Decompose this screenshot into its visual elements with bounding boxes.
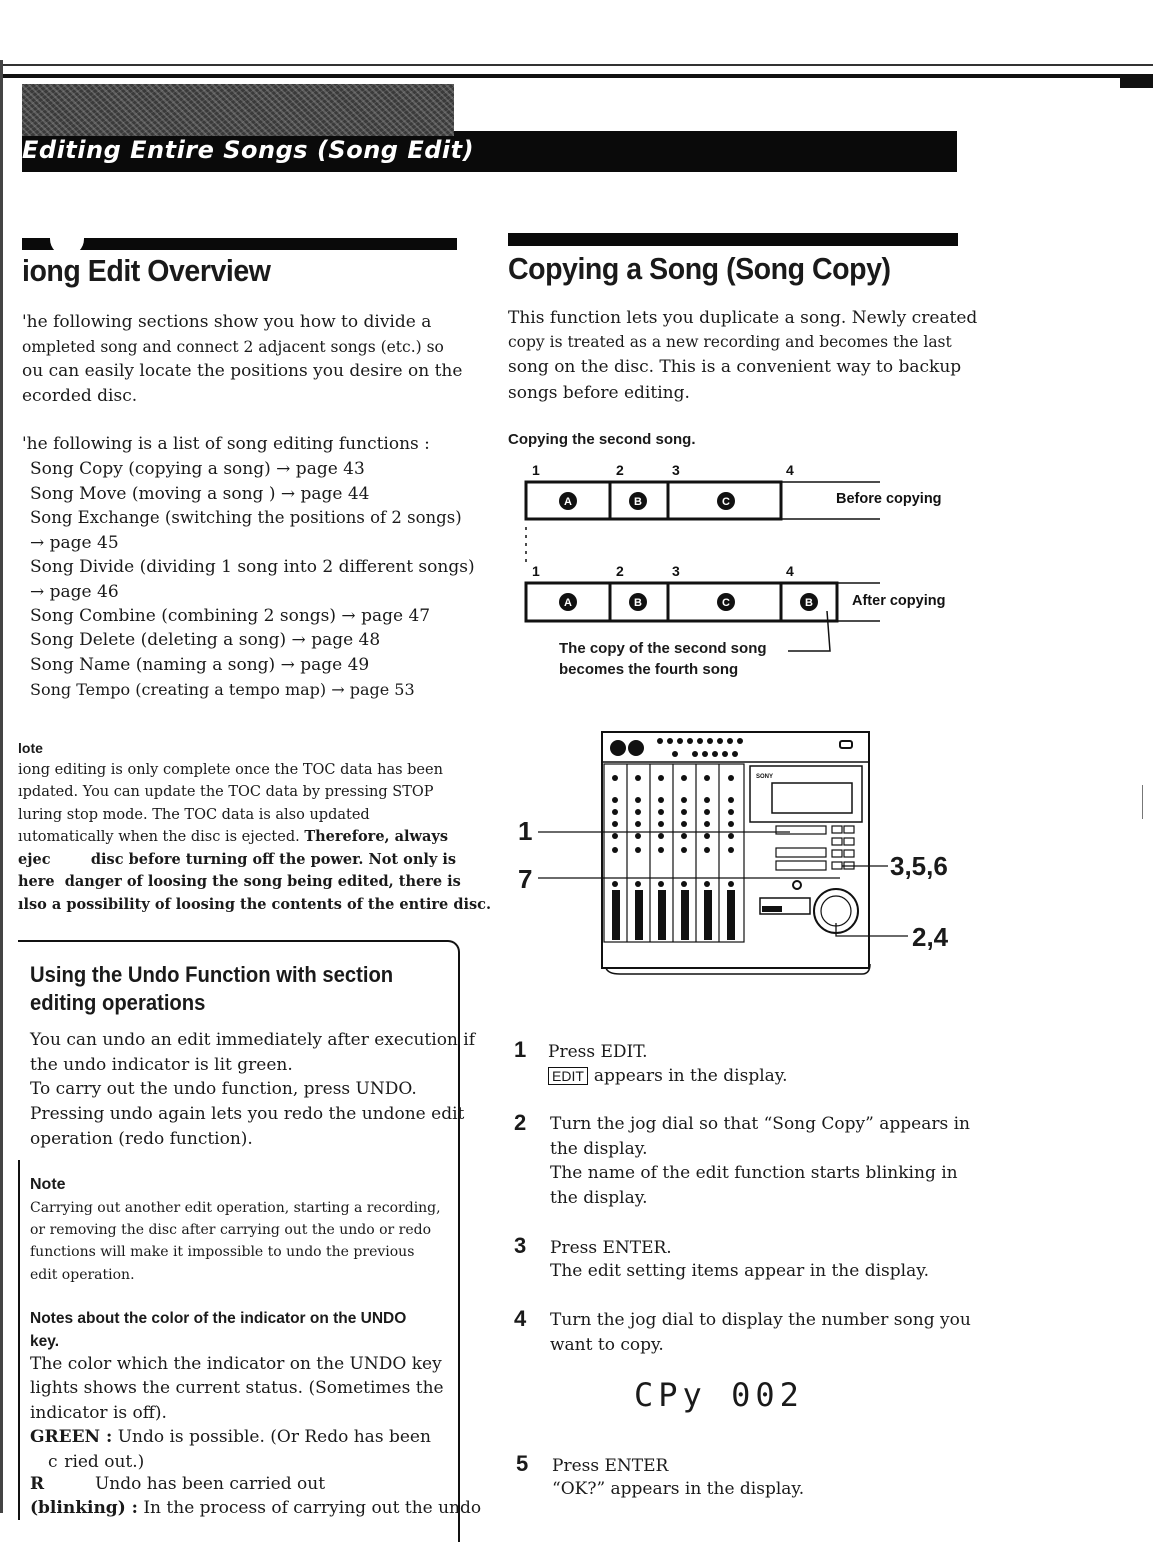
overview-intro-line: 'he following sections show you how to divide a xyxy=(22,312,432,332)
slot-buttons-fill xyxy=(762,906,782,912)
list-item: Song Delete (deleting a song) → page 48 xyxy=(30,630,381,650)
note-line-text: ıutomatically when the disc is ejected. xyxy=(18,829,300,845)
undo-body-line: Pressing undo again lets you redo the undone edit xyxy=(30,1104,465,1124)
undo-body-line: You can undo an edit immediately after execution if xyxy=(30,1030,476,1050)
undo-note-line: functions will make it impossible to undo the previous xyxy=(30,1244,415,1260)
bottom-number-1: 1 xyxy=(532,563,540,579)
undo-green-line-2: c ried out.) xyxy=(48,1452,145,1472)
note-bold-tail: Therefore, always xyxy=(304,828,449,845)
top-rule-2 xyxy=(0,74,1153,78)
step-line: Turn the jog dial to display the number song you xyxy=(550,1310,971,1330)
top-number-4: 4 xyxy=(786,462,794,478)
note-bold-line: ılso a possibility of loosing the contents of the entire disc. xyxy=(18,896,492,913)
bottom-number-3: 3 xyxy=(672,563,680,579)
undo-note-line: or removing the disc after carrying out the undo or redo xyxy=(30,1222,432,1238)
callout-356: 3,5,6 xyxy=(890,851,948,881)
overview-title: iong Edit Overview xyxy=(22,253,271,288)
step-line: want to copy. xyxy=(550,1335,664,1355)
callout-1: 1 xyxy=(518,816,533,846)
undo-box-left-edge xyxy=(18,1160,20,1520)
top-rule-3 xyxy=(1120,78,1153,88)
top-number-1: 1 xyxy=(532,462,540,478)
diagram-heading: Copying the second song. xyxy=(508,431,696,448)
note-line: iong editing is only complete once the TOC data has been xyxy=(18,762,443,778)
undo-red-line xyxy=(30,1472,325,1496)
bottom-number-2: 2 xyxy=(616,563,624,579)
blink-label: (blinking) : xyxy=(30,1498,138,1518)
caption-pointer xyxy=(788,611,830,651)
note-heading: lote xyxy=(18,740,43,756)
green-label: GREEN : xyxy=(30,1427,113,1447)
callout-7: 7 xyxy=(518,864,533,894)
list-item: Song Exchange (switching the positions of 2 songs) xyxy=(30,508,462,527)
step-number: 1 xyxy=(514,1037,527,1062)
step-line: Press ENTER xyxy=(552,1456,669,1476)
brand-logo: SONY xyxy=(756,774,774,780)
after-copying-label: After copying xyxy=(852,593,946,609)
red-label: R xyxy=(30,1474,45,1494)
header-title: Editing Entire Songs (Song Edit) xyxy=(22,136,475,164)
red-text: Undo has been carried out xyxy=(94,1474,326,1494)
note-line: ıpdated. You can update the TOC data by pressing STOP xyxy=(18,784,434,800)
left-margin-line xyxy=(0,60,3,1513)
overview-intro-line: ompleted song and connect 2 adjacent songs (etc.) so xyxy=(22,338,444,356)
step-sub: appears in the display. xyxy=(593,1066,788,1086)
block-label: B xyxy=(634,597,642,609)
callout-24: 2,4 xyxy=(912,922,949,952)
blink-text: In the process of carrying out the undo xyxy=(143,1498,482,1518)
undo-green-line xyxy=(30,1425,431,1449)
undo-title-line2: editing operations xyxy=(30,990,206,1015)
note-bold-line: here danger of loosing the song being edited, there is xyxy=(18,873,461,890)
top-number-3: 3 xyxy=(672,462,680,478)
note-bold-line: ejec disc before turning off the power. Not only is xyxy=(18,851,457,868)
step-line: Press EDIT. xyxy=(548,1042,648,1062)
copy-intro-line: songs before editing. xyxy=(508,383,690,403)
copy-intro-line: song on the disc. This is a convenient way to backup xyxy=(508,357,962,377)
block-label: A xyxy=(564,496,572,508)
overview-intro-line: ecorded disc. xyxy=(22,386,138,406)
step-number: 2 xyxy=(514,1110,527,1135)
step-line: “OK?” appears in the display. xyxy=(552,1479,805,1499)
step-number: 4 xyxy=(514,1306,527,1331)
bottom-number-4: 4 xyxy=(786,563,794,579)
overview-intro-line: ou can easily locate the positions you desire on the xyxy=(22,361,463,381)
step-line: Turn the jog dial so that “Song Copy” appears in xyxy=(550,1114,970,1134)
block-label: A xyxy=(564,597,572,609)
undo-color-heading-2: key. xyxy=(30,1333,60,1350)
undo-body-line: operation (redo function). xyxy=(30,1129,253,1149)
header-texture xyxy=(22,84,454,136)
step-line xyxy=(548,1064,788,1088)
undo-note-line: Carrying out another edit operation, starting a recording, xyxy=(30,1200,441,1216)
note-line: luring stop mode. The TOC data is also updated xyxy=(18,807,370,823)
list-item: Song Combine (combining 2 songs) → page 47 xyxy=(30,606,431,626)
edit-indicator: EDIT xyxy=(548,1067,588,1085)
list-item: → page 46 xyxy=(30,582,119,602)
before-copying-label: Before copying xyxy=(836,491,942,507)
step-number: 5 xyxy=(516,1451,529,1476)
step-line: the display. xyxy=(550,1188,648,1208)
undo-note-line: edit operation. xyxy=(30,1267,135,1283)
green-text: Undo is possible. (Or Redo has been xyxy=(117,1427,431,1447)
top-rule-1 xyxy=(0,64,1153,66)
undo-color-heading-1: Notes about the color of the indicator on the UNDO xyxy=(30,1310,407,1327)
undo-title-line1: Using the Undo Function with section xyxy=(30,962,394,987)
undo-note-heading: Note xyxy=(30,1176,66,1193)
knob-icon xyxy=(610,740,626,756)
lcd-display-text: CPy 002 xyxy=(634,1376,804,1414)
top-number-2: 2 xyxy=(616,462,624,478)
undo-body-line: the undo indicator is lit green. xyxy=(30,1055,293,1075)
right-edge-mark xyxy=(1142,785,1143,819)
list-item: → page 45 xyxy=(30,533,119,553)
undo-body-line: To carry out the undo function, press UNDO. xyxy=(30,1079,417,1099)
left-section-bar xyxy=(22,238,457,250)
list-item: Song Copy (copying a song) → page 43 xyxy=(30,459,365,479)
undo-color-line: lights shows the current status. (Sometimes the xyxy=(30,1378,444,1398)
step-number: 3 xyxy=(514,1233,527,1258)
step-line: the display. xyxy=(550,1139,648,1159)
block-label: C xyxy=(722,597,730,609)
copy-intro-line: copy is treated as a new recording and becomes the last xyxy=(508,333,952,351)
undo-color-line: indicator is off). xyxy=(30,1403,167,1423)
knob-icon xyxy=(628,740,644,756)
block-label: B xyxy=(634,496,642,508)
list-item: Song Divide (dividing 1 song into 2 different songs) xyxy=(30,557,475,577)
copy-title: Copying a Song (Song Copy) xyxy=(508,251,891,286)
right-section-bar xyxy=(508,233,958,246)
step-line: The edit setting items appear in the display. xyxy=(550,1261,929,1281)
diagram-caption-2: becomes the fourth song xyxy=(559,661,739,678)
block-label: C xyxy=(722,496,730,508)
diagram-caption-1: The copy of the second song xyxy=(559,640,767,657)
list-intro: 'he following is a list of song editing functions : xyxy=(22,434,430,454)
copy-intro-line: This function lets you duplicate a song. Newly created xyxy=(508,308,978,328)
undo-color-line: The color which the indicator on the UNDO key xyxy=(30,1354,442,1374)
note-line xyxy=(18,825,448,849)
step-line: Press ENTER. xyxy=(550,1238,672,1258)
step-line: The name of the edit function starts blinking in xyxy=(550,1163,958,1183)
list-item: Song Tempo (creating a tempo map) → page 53 xyxy=(30,680,415,699)
undo-blink-line xyxy=(30,1496,481,1520)
block-label: B xyxy=(805,597,813,609)
list-item: Song Move (moving a song ) → page 44 xyxy=(30,484,370,504)
list-item: Song Name (naming a song) → page 49 xyxy=(30,655,370,675)
